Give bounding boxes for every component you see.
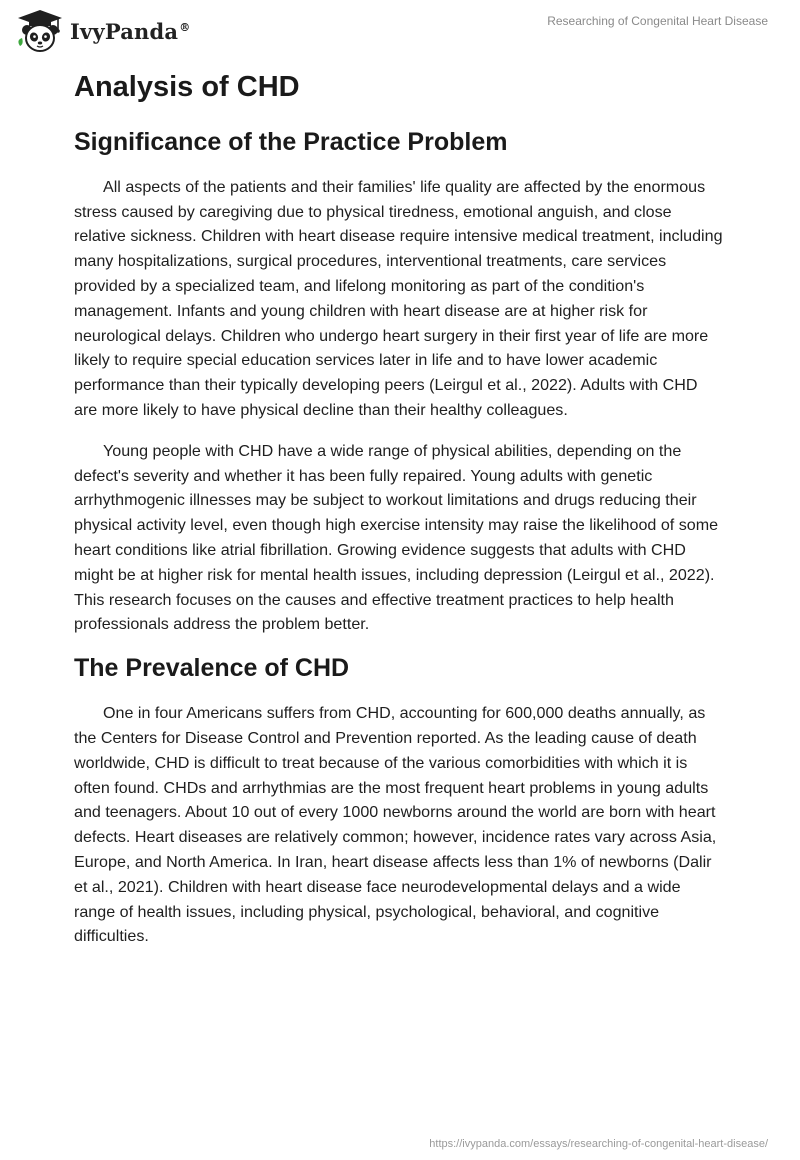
paragraph: One in four Americans suffers from CHD, accounting for 600,000 deaths annually, as the Centers for Disease Control and Prevention reported. As the leading cause of death worldwide, CHD is difficult to treat because of the various comorbidities with which it is often found. CHDs and arrhythmias are the most frequent heart problems in young adults and teenagers. About 10 out of every 1000 newborns around the world are born with heart defects. Heart diseases are relatively common; however, incidence rates vary across Asia, Europe, and North America. In Iran, heart disease affects less than 1% of newborns (Dalir et al., 2021). Children with heart disease face neurodevelopmental delays and a wide range of health issues, including physical, psychological, behavioral, and cognitive difficulties. xyxy=(74,704,717,946)
ivypanda-logo[interactable] xyxy=(14,8,190,54)
section-heading-significance: Significance of the Practice Problem xyxy=(74,127,508,156)
page-title: Analysis of CHD xyxy=(74,71,300,103)
document-title: Researching of Congenital Heart Disease xyxy=(547,14,768,28)
source-url-link[interactable]: https://ivypanda.com/essays/researching-of-congenital-heart-disease/ xyxy=(429,1138,768,1150)
brand-name: IvyPanda® xyxy=(70,18,191,44)
paragraph: Young people with CHD have a wide range of physical abilities, depending on the defect's severity and whether it has been fully repaired. Young adults with genetic arrhythmogenic illnesses may be subject to workout limitations and drugs reducing their physical activity level, even though high exercise intensity may raise the likelihood of some heart conditions like atrial fibrillation. Growing evidence suggests that adults with CHD might be at higher risk for mental health issues, including depression (Leirgul et al., 2022). This research focuses on the causes and effective treatment practices to help health professionals address the problem better. xyxy=(74,441,719,634)
page-header xyxy=(0,0,800,60)
section-heading-prevalence: The Prevalence of CHD xyxy=(74,654,350,683)
panda-graduate-icon xyxy=(14,8,66,54)
paragraph: All aspects of the patients and their families' life quality are affected by the enormous stress caused by caregiving due to physical tiredness, emotional anguish, and close relative sickness. Children with heart disease require intensive medical treatment, including many hospitalizations, surgical procedures, interventional treatments, care services provided by a specialized team, and lifelong monitoring as part of the condition's management. Infants and young children with heart disease are at higher risk for neurological delays. Children who undergo heart surgery in their first year of life are more likely to require special education services later in life and to have lower academic performance than their typically developing peers (Leirgul et al., 2022). Adults with CHD are more likely to have physical decline than their healthy colleagues. xyxy=(74,177,723,419)
essay-content xyxy=(74,70,724,965)
